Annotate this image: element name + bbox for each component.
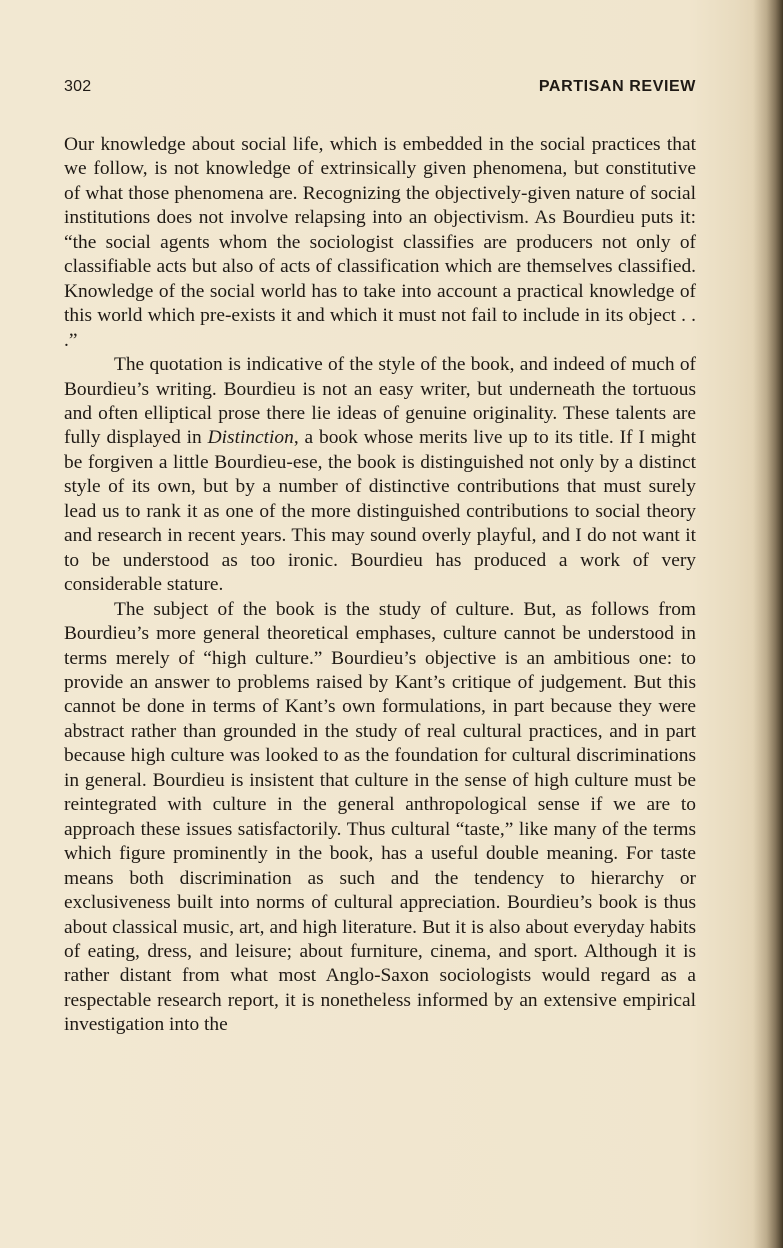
- page-number: 302: [64, 78, 92, 95]
- italic-title: Distinction: [207, 427, 294, 449]
- paragraph: [64, 353, 696, 598]
- body-text: [64, 133, 696, 1038]
- paragraph: [64, 598, 696, 1038]
- text-run: The subject of the book is the study of culture. But, as follows from Bourdieu’s more general theoretical emphases, culture cannot be understood in terms merely of “high culture.” Bourdieu’s objective is an ambitious one: to provide an answer to problems raised by Kant’s critique of judgement. But this cannot be done in terms of Kant’s own formulations, in part because they were abstract rather than grounded in the study of real cultural practices, and in part because high culture was looked to as the foundation for cultural discriminations in general. Bourdieu is insistent that culture in the sense of high culture must be reintegrated with culture in the general anthropological sense if we are to approach these issues satisfactorily. Thus cultural “taste,” like many of the terms which figure prominently in the book, has a useful double meaning. For taste means both discrimination as such and the tendency to hierarchy or exclusiveness built into norms of cultural appreciation. Bourdieu’s book is thus about classical music, art, and high literature. But it is also about everyday habits of eating, dress, and leisure; about furniture, cinema, and sport. Although it is rather distant from what most Anglo-Saxon sociologists would regard as a respectable research report, it is nonetheless informed by an extensive empirical investigation into the: [64, 598, 696, 1036]
- text-run: , a book whose merits live up to its title. If I might be forgiven a little Bourdieu-ese, the book is distinguished not only by a distinct style of its own, but by a number of distinctive contributions that must surely lead us to rank it as one of the more distinguished contributions to social theory and research in recent years. This may sound overly playful, and I do not want it to be understood as too ironic. Bourdieu has produced a work of very considerable stature.: [64, 427, 696, 596]
- page-binding-shadow: [753, 0, 783, 1248]
- paragraph: [64, 133, 696, 353]
- text-run: The quotation is indicative of the style of the book, and indeed of much of Bourdieu’s writing. Bourdieu is not an easy writer, but underneath the tortuous and often elliptical prose there lie ideas of genuine originality. These talents are fully displayed in: [64, 354, 696, 449]
- running-title: PARTISAN REVIEW: [538, 78, 696, 95]
- text-run: Our knowledge about social life, which is embedded in the social practices that we follow, is not knowledge of extrinsically given phenomena, but constitutive of what those phenomena are. Recognizing the objectively-given nature of social institutions does not involve relapsing into an objectivism. As Bourdieu puts it: “the social agents whom the sociologist classifies are producers not only of classifiable acts but also of acts of classification which are themselves classified. Knowledge of the social world has to take into account a practical knowledge of this world which pre-exists it and which it must not fail to include in its object . . .”: [64, 134, 696, 351]
- running-header: [64, 76, 696, 100]
